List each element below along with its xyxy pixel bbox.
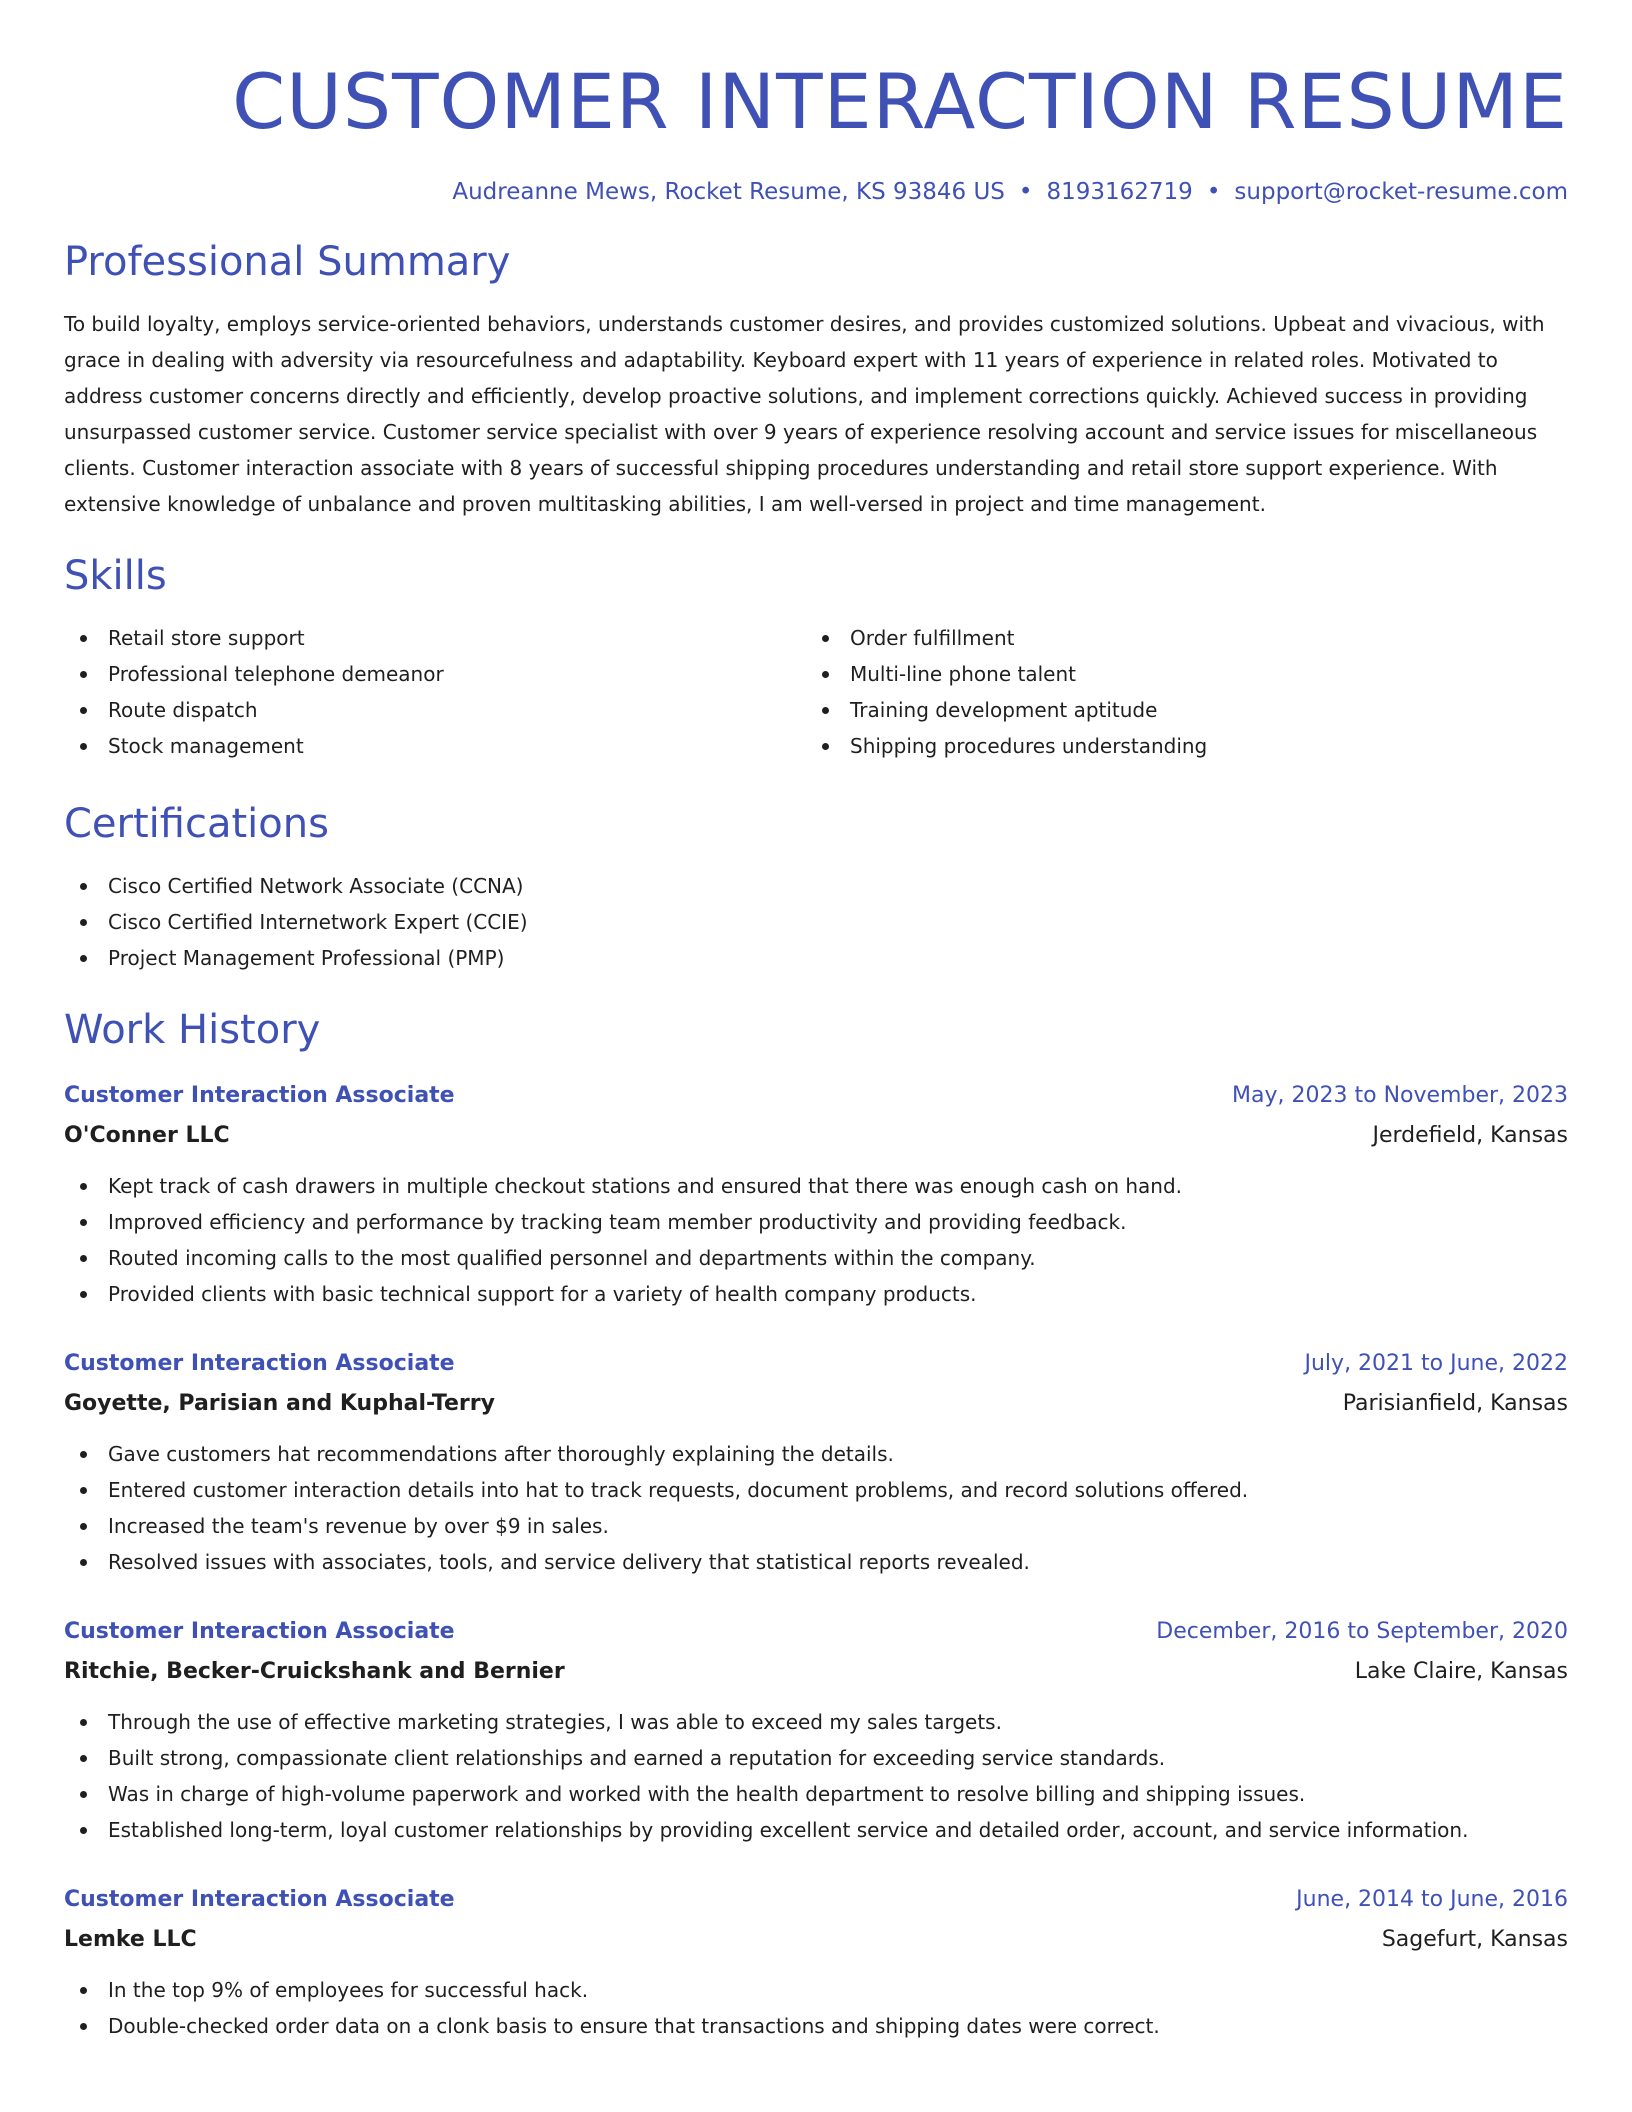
certifications-section: [64, 798, 1568, 976]
job-bullet: Established long-term, loyal customer relationships by providing excellent service and detailed order, account, and service information.: [64, 1812, 1568, 1848]
job-company-row: [64, 1652, 1568, 1692]
skill-item: Retail store support: [64, 620, 806, 656]
job-bullet: Double-checked order data on a clonk basis to ensure that transactions and shipping dates were correct.: [64, 2008, 1568, 2044]
job-bullets: [64, 1436, 1568, 1580]
contact-address: Audreanne Mews, Rocket Resume, KS 93846 US: [452, 179, 1005, 205]
skills-heading: Skills: [64, 553, 167, 599]
job-company-row: [64, 1116, 1568, 1156]
summary-heading: Professional Summary: [64, 239, 511, 285]
job-dates: May, 2023 to November, 2023: [1232, 1083, 1568, 1108]
skills-column-right: [806, 620, 1548, 764]
job-bullet: Provided clients with basic technical support for a variety of health company products.: [64, 1276, 1568, 1312]
job-title-row: [64, 1076, 1568, 1116]
job-bullet: Gave customers hat recommendations after thoroughly explaining the details.: [64, 1436, 1568, 1472]
job-location: Parisianfield, Kansas: [1342, 1391, 1568, 1416]
certifications-heading: Certifications: [64, 801, 329, 847]
job-entry: [64, 1880, 1568, 2044]
job-bullet: Was in charge of high-volume paperwork and worked with the health department to resolve billing and shipping issues.: [64, 1776, 1568, 1812]
job-bullets: [64, 1168, 1568, 1312]
job-location: Lake Claire, Kansas: [1354, 1659, 1568, 1684]
job-title-row: [64, 1612, 1568, 1652]
job-location: Jerdefield, Kansas: [1372, 1123, 1568, 1148]
job-title: Customer Interaction Associate: [64, 1619, 455, 1644]
job-dates: June, 2014 to June, 2016: [1296, 1887, 1568, 1912]
job-entry: [64, 1076, 1568, 1312]
summary-section: [64, 236, 1568, 522]
contact-separator: •: [1018, 179, 1033, 205]
job-dates: December, 2016 to September, 2020: [1156, 1619, 1568, 1644]
skill-item: Route dispatch: [64, 692, 806, 728]
job-bullets: [64, 1972, 1568, 2044]
skill-item: Professional telephone demeanor: [64, 656, 806, 692]
work-history-heading: Work History: [64, 1007, 321, 1053]
skill-item: Multi-line phone talent: [806, 656, 1548, 692]
skills-column-left: [64, 620, 806, 764]
contact-phone: 8193162719: [1046, 179, 1193, 205]
job-company: Lemke LLC: [64, 1927, 197, 1952]
job-title: Customer Interaction Associate: [64, 1083, 455, 1108]
skill-item: Training development aptitude: [806, 692, 1548, 728]
job-title: Customer Interaction Associate: [64, 1887, 455, 1912]
skill-item: Order fulfillment: [806, 620, 1548, 656]
resume-page: [64, 0, 1568, 2044]
job-bullet: Increased the team's revenue by over $9 in sales.: [64, 1508, 1568, 1544]
job-company: Ritchie, Becker-Cruickshank and Bernier: [64, 1659, 565, 1684]
contact-separator: •: [1206, 179, 1221, 205]
certifications-list: [64, 868, 1568, 976]
job-title: Customer Interaction Associate: [64, 1351, 455, 1376]
summary-text: To build loyalty, employs service-oriented behaviors, understands customer desires, and provides customized solutions. Upbeat and vivacious, with grace in dealing with adversity via resourcefulness and adaptability. Keyboard expert with 11 years of experience in related roles. Motivated to address customer concerns directly and efficiently, develop proactive solutions, and implement corrections quickly. Achieved success in providing unsurpassed customer service. Customer service specialist with over 9 years of experience resolving account and service issues for miscellaneous clients. Customer interaction associate with 8 years of successful shipping procedures understanding and retail store support experience. With extensive knowledge of unbalance and proven multitasking abilities, I am well-versed in project and time management.: [64, 312, 1545, 516]
job-entry: [64, 1612, 1568, 1848]
job-bullet: Resolved issues with associates, tools, and service delivery that statistical reports revealed.: [64, 1544, 1568, 1580]
job-dates: July, 2021 to June, 2022: [1304, 1351, 1568, 1376]
job-title-row: [64, 1880, 1568, 1920]
job-company: Goyette, Parisian and Kuphal-Terry: [64, 1391, 495, 1416]
certification-item: Project Management Professional (PMP): [64, 940, 1568, 976]
job-title-row: [64, 1344, 1568, 1384]
skill-item: Stock management: [64, 728, 806, 764]
job-bullet: Kept track of cash drawers in multiple checkout stations and ensured that there was enough cash on hand.: [64, 1168, 1568, 1204]
certification-item: Cisco Certified Network Associate (CCNA): [64, 868, 1568, 904]
skills-grid: [64, 620, 1568, 764]
resume-header: [64, 0, 1568, 208]
job-company-row: [64, 1920, 1568, 1960]
job-entry: [64, 1344, 1568, 1580]
job-bullet: In the top 9% of employees for successful hack.: [64, 1972, 1568, 2008]
job-bullets: [64, 1704, 1568, 1848]
skill-item: Shipping procedures understanding: [806, 728, 1548, 764]
job-location: Sagefurt, Kansas: [1381, 1927, 1568, 1952]
job-bullet: Routed incoming calls to the most qualified personnel and departments within the company.: [64, 1240, 1568, 1276]
job-company-row: [64, 1384, 1568, 1424]
job-company: O'Conner LLC: [64, 1123, 230, 1148]
job-bullet: Improved efficiency and performance by tracking team member productivity and providing feedback.: [64, 1204, 1568, 1240]
resume-title: CUSTOMER INTERACTION RESUME: [232, 57, 1568, 146]
job-bullet: Through the use of effective marketing strategies, I was able to exceed my sales targets.: [64, 1704, 1568, 1740]
job-bullet: Built strong, compassionate client relationships and earned a reputation for exceeding service standards.: [64, 1740, 1568, 1776]
work-history-section: [64, 1004, 1568, 2044]
contact-email[interactable]: support@rocket-resume.com: [1234, 179, 1568, 205]
job-bullet: Entered customer interaction details into hat to track requests, document problems, and record solutions offered.: [64, 1472, 1568, 1508]
skills-section: [64, 550, 1568, 764]
certification-item: Cisco Certified Internetwork Expert (CCIE): [64, 904, 1568, 940]
contact-line: [64, 176, 1568, 208]
